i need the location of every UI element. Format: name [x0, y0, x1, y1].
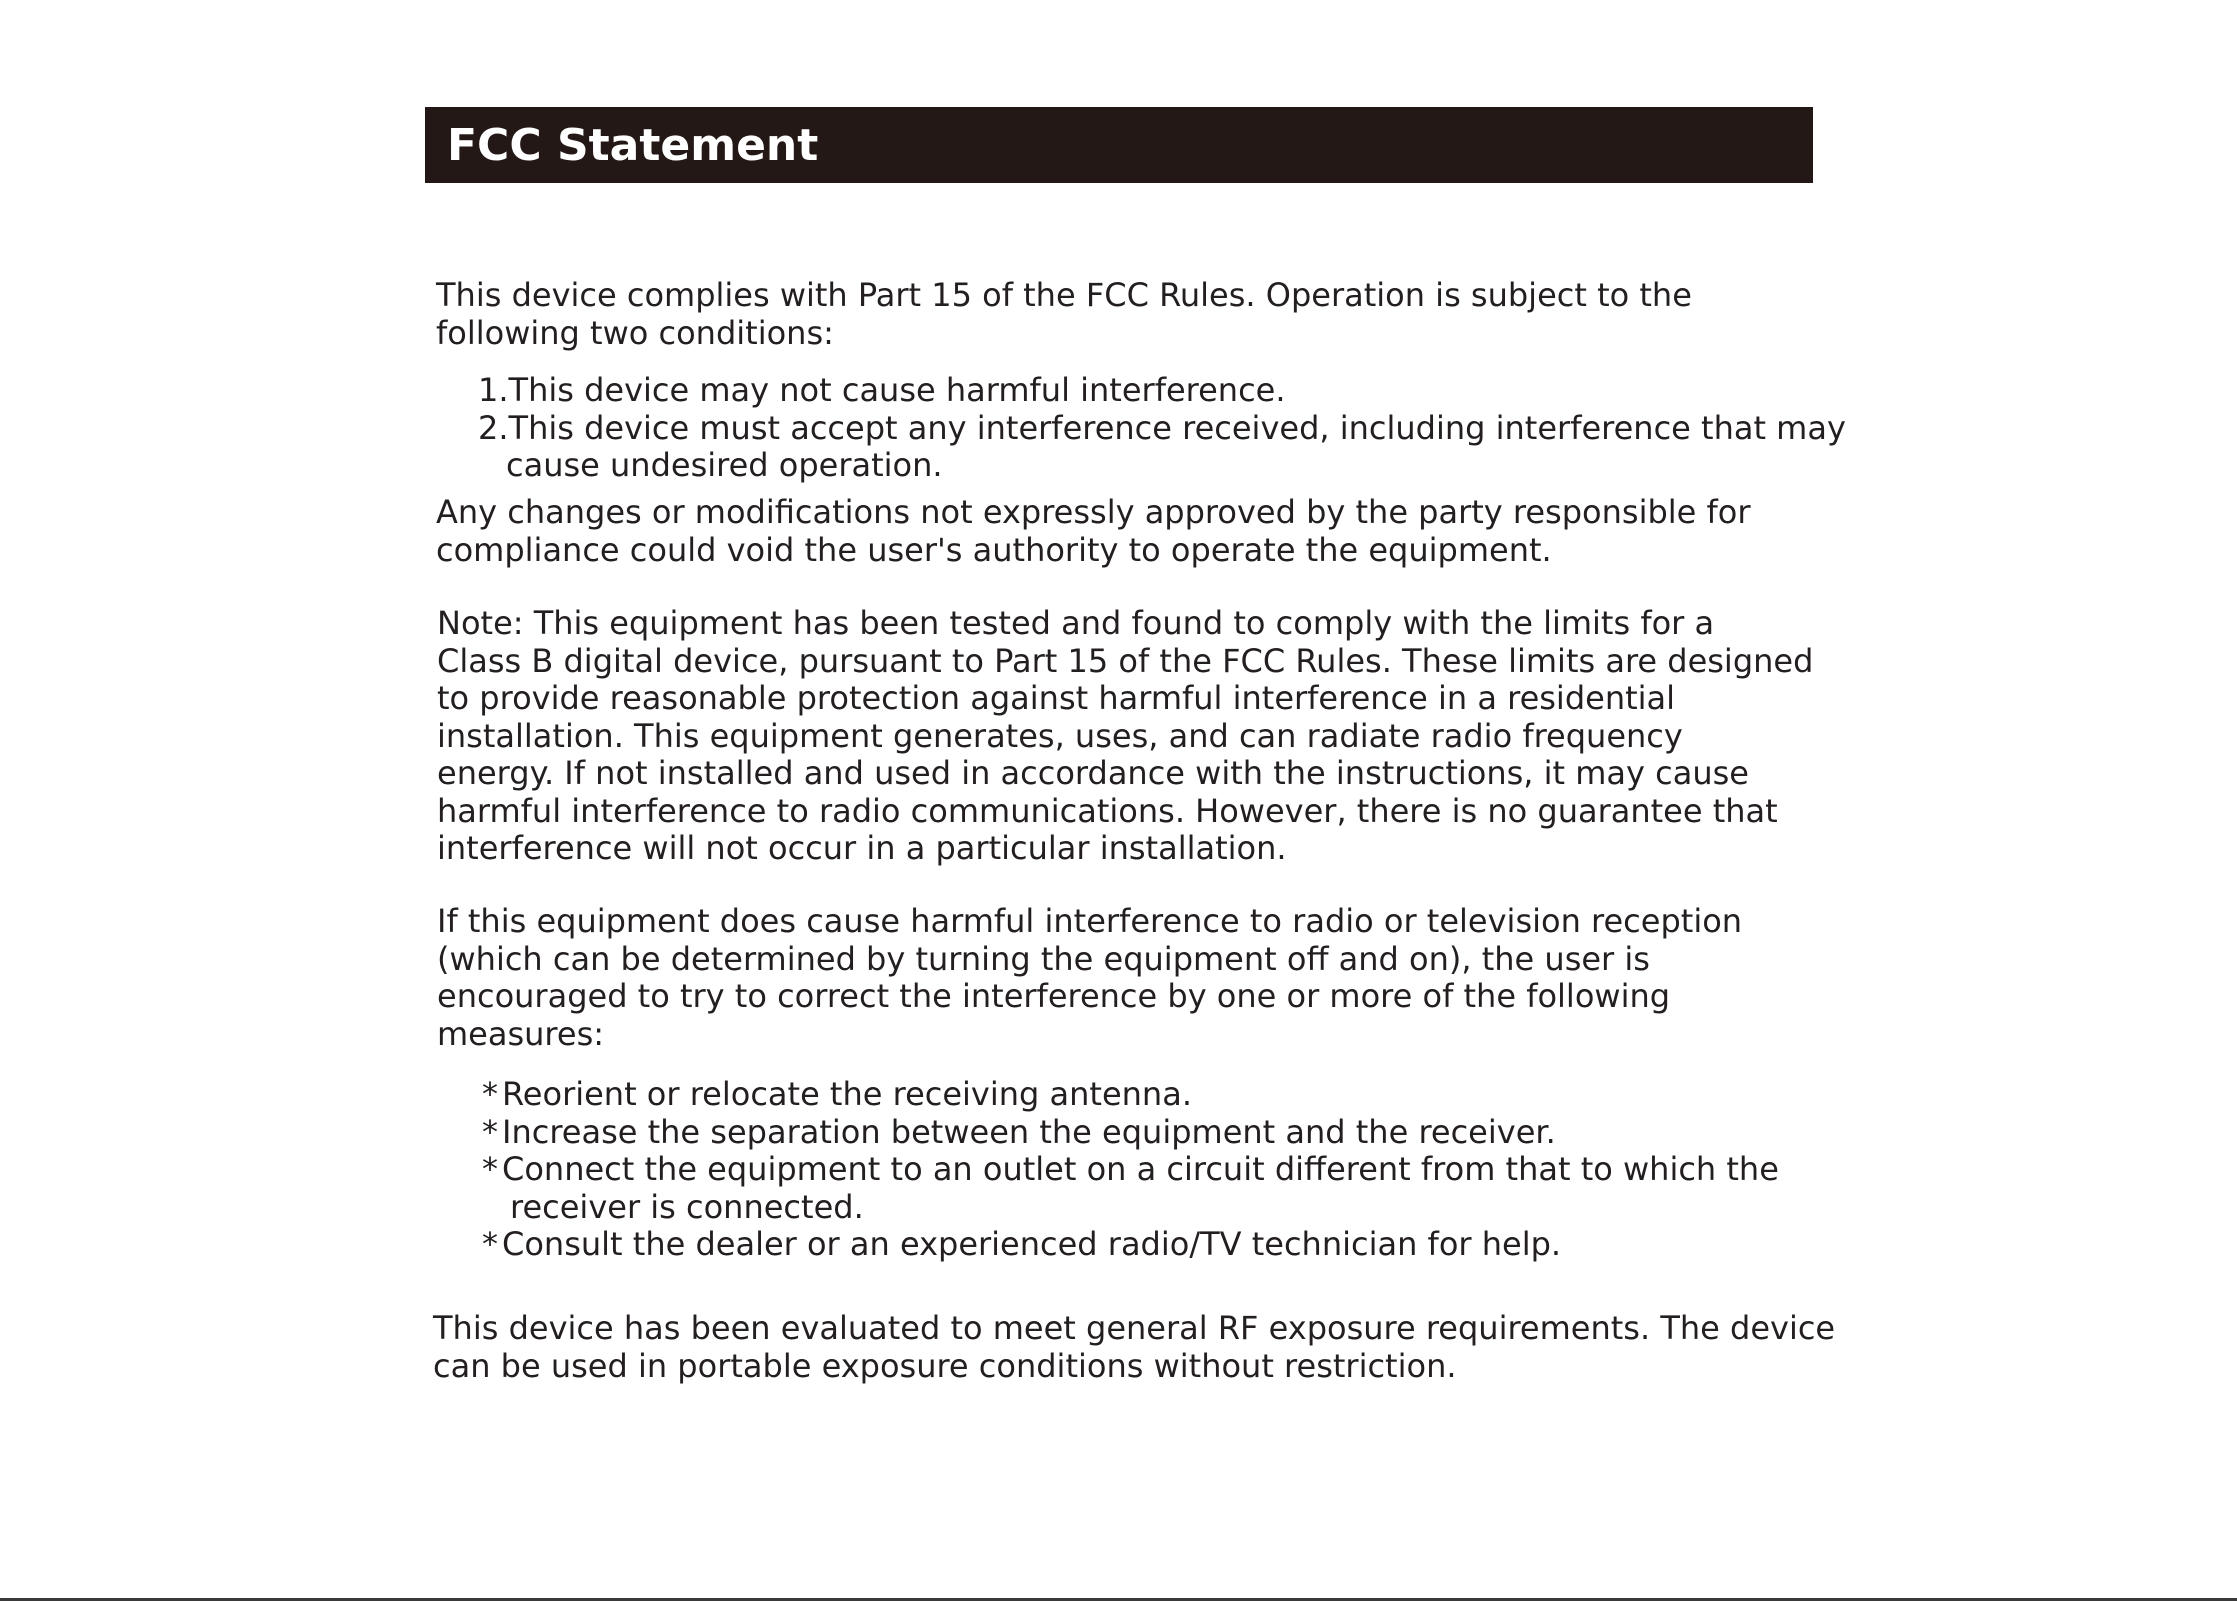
bullet-star: *: [482, 1112, 498, 1151]
rf-exposure-line: can be used in portable exposure conditions without restriction.: [433, 1346, 1457, 1385]
measure-text-continued: receiver is connected.: [510, 1187, 864, 1226]
rf-exposure-paragraph: [433, 1310, 1835, 1385]
measure-item: [482, 1226, 1779, 1264]
note-line: Note: This equipment has been tested and found to comply with the limits for a: [437, 604, 1715, 642]
note-paragraph: [437, 605, 1813, 868]
measures-intro-line: measures:: [437, 1014, 605, 1053]
changes-warning-line: Any changes or modifications not expressly approved by the party responsible for: [436, 493, 1751, 531]
measure-item: [482, 1151, 1779, 1226]
intro-line: following two conditions:: [436, 313, 834, 352]
header-bar: [425, 107, 1813, 183]
note-line: to provide reasonable protection against harmful interference in a residential: [437, 679, 1676, 717]
note-line: installation. This equipment generates, uses, and can radiate radio frequency: [437, 716, 1683, 755]
measure-text: Connect the equipment to an outlet on a circuit different from that to which the: [502, 1150, 1779, 1188]
page-title: FCC Statement: [447, 119, 819, 171]
conditions-list: [478, 372, 1846, 485]
changes-warning-paragraph: [436, 494, 1751, 569]
measure-item: [482, 1114, 1779, 1152]
bullet-star: *: [482, 1225, 498, 1263]
intro-line: This device complies with Part 15 of the FCC Rules. Operation is subject to the: [436, 276, 1692, 314]
note-line: Class B digital device, pursuant to Part 15 of the FCC Rules. These limits are designed: [437, 641, 1814, 680]
measures-intro-line: (which can be determined by turning the equipment off and on), the user is: [437, 939, 1650, 978]
measures-intro-paragraph: [437, 903, 1742, 1053]
note-line: interference will not occur in a particular installation.: [437, 829, 1287, 867]
measure-item: [482, 1076, 1779, 1114]
measures-intro-line: If this equipment does cause harmful interference to radio or television reception: [437, 902, 1743, 940]
measures-intro-line: encouraged to try to correct the interference by one or more of the following: [437, 977, 1671, 1015]
measure-text: Increase the separation between the equipment and the receiver.: [502, 1112, 1556, 1151]
note-line: harmful interference to radio communications. However, there is no guarantee that: [437, 791, 1778, 830]
changes-warning-line: compliance could void the user's authority to operate the equipment.: [436, 530, 1552, 569]
measures-list: [482, 1076, 1779, 1264]
condition-text-continued: cause undesired operation.: [506, 446, 943, 484]
bullet-star: *: [482, 1075, 498, 1113]
condition-text: 2.This device must accept any interference received, including interference that may: [478, 408, 1846, 447]
measure-text: Reorient or relocate the receiving antenna.: [502, 1075, 1192, 1113]
rf-exposure-line: This device has been evaluated to meet general RF exposure requirements. The device: [433, 1309, 1836, 1347]
measure-text: Consult the dealer or an experienced radio/TV technician for help.: [502, 1225, 1562, 1263]
condition-item: [478, 410, 1846, 485]
note-line: energy. If not installed and used in accordance with the instructions, it may cause: [437, 754, 1749, 792]
intro-paragraph: [436, 277, 1692, 352]
condition-text: 1.This device may not cause harmful interference.: [478, 371, 1286, 409]
bullet-star: *: [482, 1150, 498, 1188]
condition-item: [478, 372, 1846, 410]
